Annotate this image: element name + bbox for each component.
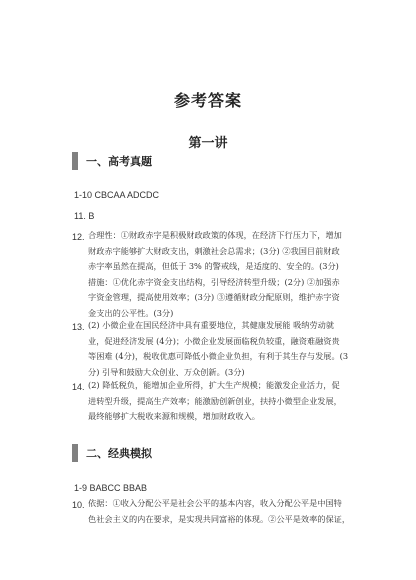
- text-line: 财政赤字能够扩大财政支出，刺激社会总需求；(3分) ②我国目前财政: [88, 245, 340, 256]
- question-10: [72, 496, 354, 527]
- question-number: 13.: [72, 322, 85, 332]
- text-line: 业，促进经济发展 (4分)；小微企业发展面临税负较重，融资难融资贵: [88, 335, 340, 346]
- answer-row-1-10: 1-10 CBCAA ADCDC: [74, 190, 160, 200]
- text-line: 措施：①优化赤字资金支出结构，引导经济转型升级；(2分) ②加强赤: [88, 276, 340, 287]
- text-line: 依据：①收入分配公平是社会公平的基本内容，收入分配公平是中国特: [88, 498, 342, 508]
- text-line: 字资金管理，提高使用效率；(3分) ③遵循财政分配原则，维护赤字资: [88, 292, 340, 302]
- question-12: [72, 228, 354, 321]
- question-13: [72, 318, 354, 380]
- text-line: 进转型升级，提高生产效率；能激励创新创业，扶持小微型企业发展，: [88, 395, 342, 406]
- text-line: 赤字率虽然在提高，但低于 3% 的警戒线，是适度的、安全的。(3分): [88, 261, 339, 271]
- text-line: 分) 引导和鼓励大众创业、万众创新。(3分): [88, 366, 245, 377]
- question-number: 10.: [72, 500, 85, 510]
- text-line: 最终能够扩大税收来源和规模，增加财政收入。: [88, 411, 260, 421]
- answer-row-11: 11. B: [74, 211, 95, 221]
- section-bar: [72, 152, 78, 170]
- question-number: 14.: [72, 382, 85, 392]
- question-number: 12.: [72, 232, 85, 242]
- section-label: 二、经典模拟: [86, 447, 152, 460]
- section-heading-gaokao: [72, 152, 352, 170]
- page-title: 参考答案: [173, 91, 242, 110]
- section-label: 一、高考真题: [86, 155, 152, 168]
- lecture-heading: 第一讲: [188, 136, 228, 151]
- text-line: 金支出的公平性。(3分): [88, 307, 174, 318]
- answer-row-1-9: 1-9 BABCC BBAB: [74, 483, 148, 493]
- section-heading-mock: [72, 444, 352, 462]
- text-line: 色社会主义的内在要求，是实现共同富裕的体现。②公平是效率的保证，: [88, 513, 351, 524]
- section-bar: [72, 444, 78, 462]
- text-line: 合理性：①财政赤字是积极财政政策的体现，在经济下行压力下，增加: [88, 230, 342, 240]
- text-line: (2) 小微企业在国民经济中具有重要地位，其健康发展能 吸纳劳动就: [88, 320, 335, 330]
- question-14: [72, 378, 354, 425]
- text-line: (2) 降低税负，能增加企业所得，扩大生产规模；能激发企业活力，促: [88, 380, 340, 390]
- text-line: 等困难 (4分)，税收优惠可降低小微企业负担，有利于其生存与发展。(3: [88, 351, 349, 361]
